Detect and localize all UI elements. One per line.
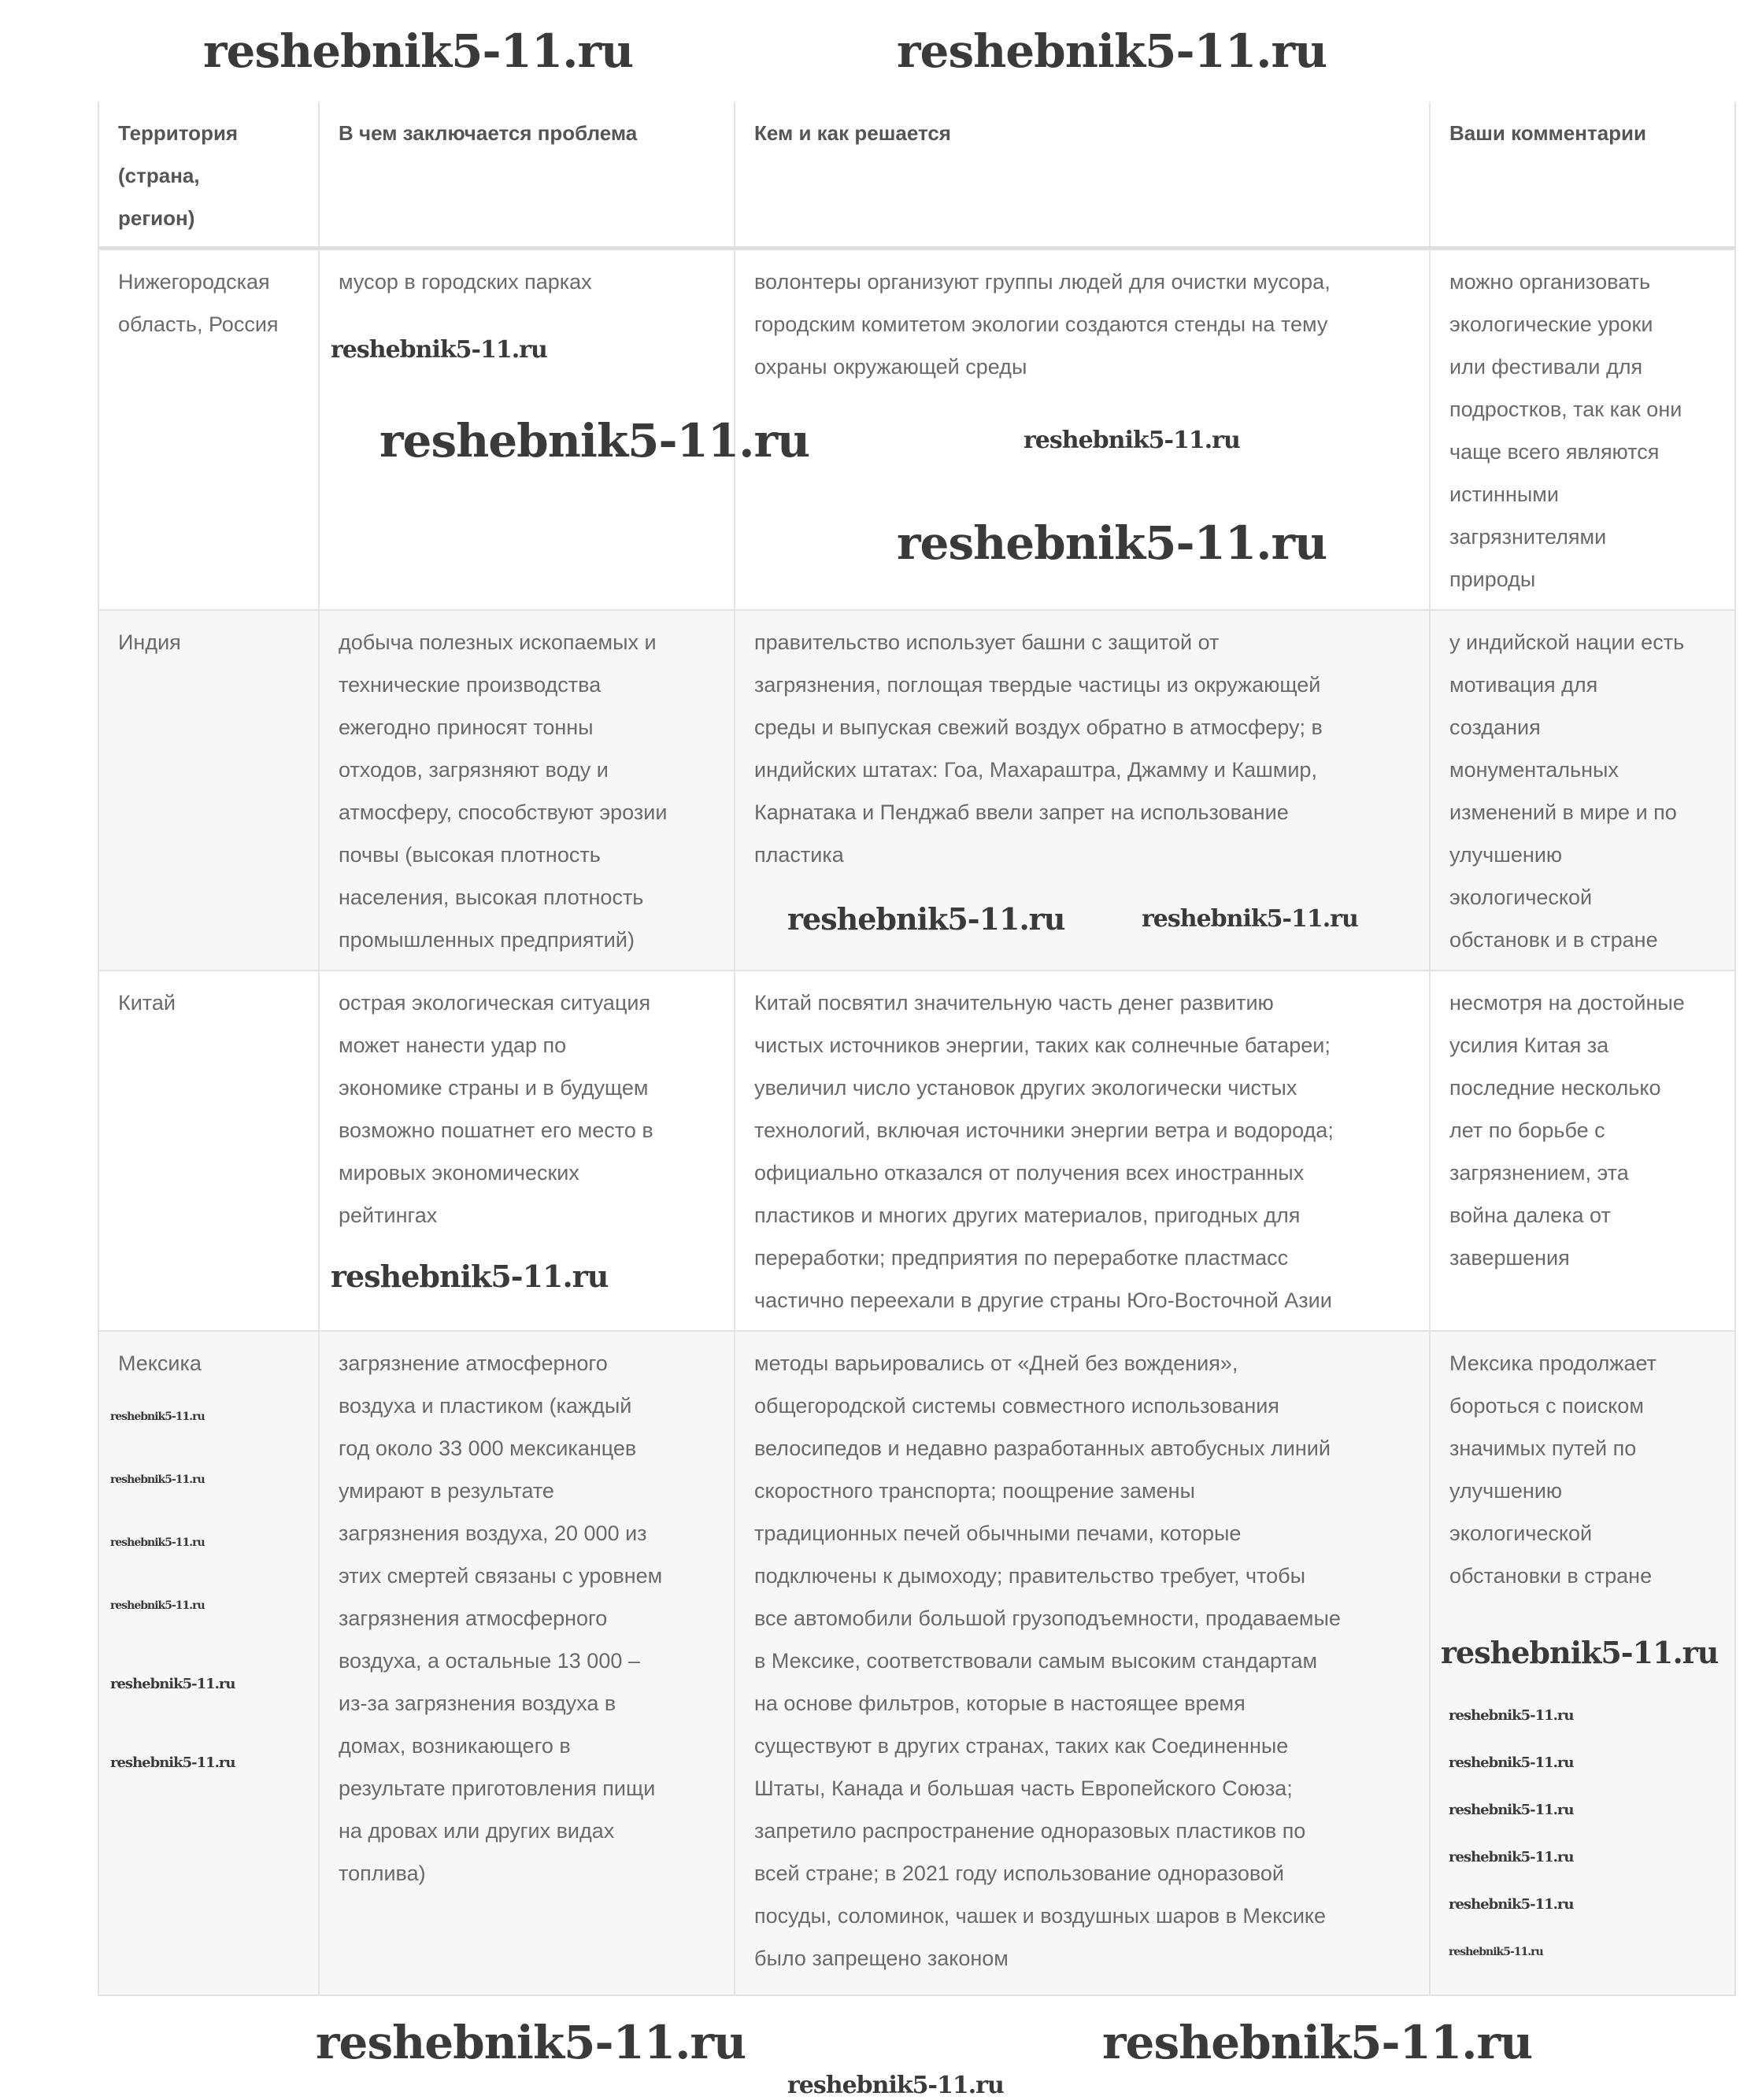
cell-text-line: изменений в мире и по bbox=[1449, 800, 1677, 824]
cell-text-line: правительство использует башни с защитой от bbox=[754, 630, 1220, 654]
cell-text-line: загрязнение атмосферного bbox=[339, 1351, 608, 1375]
watermark: reshebnik5-11.ru bbox=[110, 1410, 205, 1423]
cell-solution bbox=[734, 971, 1429, 1330]
cell-text-line: все автомобили большой грузоподъемности, продаваемые bbox=[754, 1606, 1341, 1630]
cell-text-line: воздуха и пластиком (каждый bbox=[339, 1394, 632, 1418]
cell-text-line: на основе фильтров, которые в настоящее время bbox=[754, 1691, 1246, 1715]
watermark: reshebnik5-11.ru bbox=[110, 1599, 205, 1612]
cell-text-line: Мексика bbox=[118, 1351, 202, 1375]
cell-text-line: лет по борьбе с bbox=[1449, 1118, 1605, 1142]
cell-text-line: монументальных bbox=[1449, 758, 1619, 782]
watermark: reshebnik5-11.ru bbox=[110, 1536, 205, 1549]
cell-comments bbox=[1429, 971, 1734, 1330]
cell-text-line: В чем заключается проблема bbox=[339, 121, 638, 145]
cell-text-line: можно организовать bbox=[1449, 270, 1651, 294]
cell-text-line: регион) bbox=[118, 206, 195, 230]
cell-text-line: существуют в других странах, таких как Соединенные bbox=[754, 1734, 1289, 1758]
cell-text-line: Нижегородская bbox=[118, 270, 270, 294]
cell-text-line: чаще всего являются bbox=[1449, 440, 1660, 464]
cell-text-line: населения, высокая плотность bbox=[339, 885, 644, 909]
cell-text-line: значимых путей по bbox=[1449, 1436, 1637, 1460]
watermark: reshebnik5-11.ru bbox=[897, 516, 1327, 570]
cell-text-line: мусор в городских парках bbox=[339, 270, 592, 294]
cell-text-line: обстановк и в стране bbox=[1449, 928, 1658, 952]
cell-text-line: улучшению bbox=[1449, 843, 1563, 867]
cell-text-line: топлива) bbox=[339, 1862, 426, 1885]
cell-text-line: методы варьировались от «Дней без вождения», bbox=[754, 1351, 1238, 1375]
cell-territory bbox=[99, 611, 318, 970]
cell-text-line: пластиков и многих других материалов, пригодных для bbox=[754, 1203, 1301, 1227]
cell-territory bbox=[99, 1332, 318, 1995]
watermark: reshebnik5-11.ru bbox=[1449, 1896, 1574, 1913]
header-cell-territory bbox=[99, 102, 318, 246]
cell-text-line: область, Россия bbox=[118, 312, 279, 336]
cell-text-line: (страна, bbox=[118, 164, 200, 187]
cell-text-line: городским комитетом экологии создаются стенды на тему bbox=[754, 312, 1328, 336]
cell-text-line: отходов, загрязняют воду и bbox=[339, 758, 609, 782]
cell-text-line: возможно пошатнет его место в bbox=[339, 1118, 653, 1142]
cell-text-line: подростков, так как они bbox=[1449, 397, 1682, 421]
cell-text-line: загрязнителями bbox=[1449, 525, 1607, 549]
cell-text-line: запретило распространение одноразовых пластиков по bbox=[754, 1819, 1306, 1843]
watermark: reshebnik5-11.ru bbox=[331, 1259, 609, 1294]
cell-text-line: традиционных печей обычными печами, которые bbox=[754, 1521, 1242, 1545]
cell-text-line: экономике страны и в будущем bbox=[339, 1076, 649, 1100]
cell-text-line: добыча полезных ископаемых и bbox=[339, 630, 657, 654]
cell-text-line: или фестивали для bbox=[1449, 355, 1643, 379]
cell-text-line: загрязнения воздуха, 20 000 из bbox=[339, 1521, 647, 1545]
cell-text-line: Китай bbox=[118, 991, 176, 1015]
cell-text-line: этих смертей связаны с уровнем bbox=[339, 1564, 663, 1588]
cell-text-line: может нанести удар по bbox=[339, 1033, 567, 1057]
cell-text-line: мировых экономических bbox=[339, 1161, 579, 1185]
cell-text-line: последние несколько bbox=[1449, 1076, 1661, 1100]
cell-solution bbox=[734, 1332, 1429, 1995]
cell-text-line: Карнатака и Пенджаб ввели запрет на использование bbox=[754, 800, 1289, 824]
cell-text-line: всей стране; в 2021 году использование одноразовой bbox=[754, 1862, 1284, 1885]
watermark: reshebnik5-11.ru bbox=[1449, 1707, 1574, 1724]
cell-text-line: бороться с поиском bbox=[1449, 1394, 1644, 1418]
cell-text-line: экологические уроки bbox=[1449, 312, 1653, 336]
cell-text-line: результате приготовления пищи bbox=[339, 1776, 656, 1800]
cell-text-line: война далека от bbox=[1449, 1203, 1611, 1227]
cell-text-line: Мексика продолжает bbox=[1449, 1351, 1657, 1375]
cell-text-line: рейтингах bbox=[339, 1203, 438, 1227]
cell-text-line: увеличил число установок других экологически чистых bbox=[754, 1076, 1297, 1100]
cell-text-line: улучшению bbox=[1449, 1479, 1563, 1503]
cell-text-line: экологической bbox=[1449, 885, 1593, 909]
cell-text-line: официально отказался от получения всех иностранных bbox=[754, 1161, 1305, 1185]
watermark: reshebnik5-11.ru bbox=[331, 336, 547, 364]
watermark: reshebnik5-11.ru bbox=[110, 1473, 205, 1486]
watermark: reshebnik5-11.ru bbox=[1449, 1946, 1543, 1958]
watermark: reshebnik5-11.ru bbox=[1449, 1754, 1574, 1771]
cell-text-line: год около 33 000 мексиканцев bbox=[339, 1436, 637, 1460]
watermark: reshebnik5-11.ru bbox=[787, 2072, 1004, 2099]
cell-text-line: частично переехали в другие страны Юго-Восточной Азии bbox=[754, 1288, 1332, 1312]
cell-problem bbox=[318, 611, 734, 970]
cell-text-line: природы bbox=[1449, 568, 1536, 591]
cell-text-line: на дровах или других видах bbox=[339, 1819, 615, 1843]
watermark: reshebnik5-11.ru bbox=[897, 24, 1327, 78]
watermark: reshebnik5-11.ru bbox=[110, 1754, 235, 1771]
watermark: reshebnik5-11.ru bbox=[110, 1676, 235, 1692]
watermark: reshebnik5-11.ru bbox=[1449, 1849, 1574, 1865]
cell-text-line: истинными bbox=[1449, 482, 1559, 506]
cell-text-line: почвы (высокая плотность bbox=[339, 843, 601, 867]
cell-text-line: ежегодно приносят тонны bbox=[339, 715, 594, 739]
watermark: reshebnik5-11.ru bbox=[203, 24, 634, 78]
cell-text-line: чистых источников энергии, таких как солнечные батареи; bbox=[754, 1033, 1331, 1057]
header-cell-comments bbox=[1429, 102, 1734, 246]
header-cell-problem bbox=[318, 102, 734, 246]
cell-text-line: загрязнением, эта bbox=[1449, 1161, 1629, 1185]
cell-text-line: скоростного транспорта; поощрение замены bbox=[754, 1479, 1195, 1503]
cell-text-line: охраны окружающей среды bbox=[754, 355, 1027, 379]
cell-text-line: загрязнения атмосферного bbox=[339, 1606, 608, 1630]
cell-text-line: усилия Китая за bbox=[1449, 1033, 1609, 1057]
cell-text-line: общегородской системы совместного использования bbox=[754, 1394, 1279, 1418]
cell-text-line: домах, возникающего в bbox=[339, 1734, 571, 1758]
cell-text-line: из-за загрязнения воздуха в bbox=[339, 1691, 616, 1715]
cell-text-line: Территория bbox=[118, 121, 239, 145]
watermark: reshebnik5-11.ru bbox=[1102, 2016, 1533, 2069]
cell-text-line: волонтеры организуют группы людей для очистки мусора, bbox=[754, 270, 1331, 294]
cell-text-line: несмотря на достойные bbox=[1449, 991, 1685, 1015]
cell-text-line: пластика bbox=[754, 843, 844, 867]
cell-comments bbox=[1429, 611, 1734, 970]
cell-text-line: у индийской нации есть bbox=[1449, 630, 1685, 654]
watermark: reshebnik5-11.ru bbox=[316, 2016, 746, 2069]
cell-text-line: умирают в результате bbox=[339, 1479, 554, 1503]
watermark: reshebnik5-11.ru bbox=[787, 901, 1065, 937]
cell-text-line: среды и выпуская свежий воздух обратно в атмосферу; в bbox=[754, 715, 1323, 739]
cell-comments bbox=[1429, 250, 1734, 609]
table-header-row bbox=[99, 102, 1734, 249]
watermark: reshebnik5-11.ru bbox=[1449, 1802, 1574, 1818]
cell-problem bbox=[318, 1332, 734, 1995]
cell-text-line: технические производства bbox=[339, 673, 602, 697]
cell-text-line: индийских штатах: Гоа, Махараштра, Джамму и Кашмир, bbox=[754, 758, 1317, 782]
cell-text-line: экологической bbox=[1449, 1521, 1593, 1545]
watermark: reshebnik5-11.ru bbox=[1142, 905, 1358, 933]
cell-text-line: воздуха, а остальные 13 000 – bbox=[339, 1649, 640, 1673]
cell-text-line: было запрещено законом bbox=[754, 1947, 1009, 1970]
cell-text-line: острая экологическая ситуация bbox=[339, 991, 651, 1015]
cell-text-line: загрязнения, поглощая твердые частицы из окружающей bbox=[754, 673, 1321, 697]
watermark: reshebnik5-11.ru bbox=[379, 414, 810, 468]
cell-text-line: переработки; предприятия по переработке пластмасс bbox=[754, 1246, 1289, 1270]
watermark: reshebnik5-11.ru bbox=[1441, 1635, 1719, 1670]
cell-text-line: Кем и как решается bbox=[754, 121, 951, 145]
cell-text-line: Штаты, Канада и большая часть Европейского Союза; bbox=[754, 1776, 1293, 1800]
cell-territory bbox=[99, 971, 318, 1330]
cell-text-line: мотивация для bbox=[1449, 673, 1598, 697]
header-cell-solution bbox=[734, 102, 1429, 246]
watermark: reshebnik5-11.ru bbox=[1024, 427, 1240, 454]
cell-text-line: подключены к дымоходу; правительство требует, чтобы bbox=[754, 1564, 1306, 1588]
cell-text-line: Индия bbox=[118, 630, 181, 654]
cell-text-line: в Мексике, соответствовали самым высоким стандартам bbox=[754, 1649, 1318, 1673]
cell-text-line: промышленных предприятий) bbox=[339, 928, 635, 952]
cell-text-line: завершения bbox=[1449, 1246, 1570, 1270]
cell-text-line: велосипедов и недавно разработанных автобусных линий bbox=[754, 1436, 1331, 1460]
cell-text-line: Ваши комментарии bbox=[1449, 121, 1646, 145]
cell-text-line: обстановки в стране bbox=[1449, 1564, 1653, 1588]
cell-text-line: атмосферу, способствуют эрозии bbox=[339, 800, 668, 824]
cell-text-line: технологий, включая источники энергии ветра и водорода; bbox=[754, 1118, 1334, 1142]
cell-text-line: создания bbox=[1449, 715, 1541, 739]
cell-territory bbox=[99, 250, 318, 609]
cell-text-line: посуды, соломинок, чашек и воздушных шаров в Мексике bbox=[754, 1904, 1327, 1928]
cell-text-line: Китай посвятил значительную часть денег развитию bbox=[754, 991, 1274, 1015]
